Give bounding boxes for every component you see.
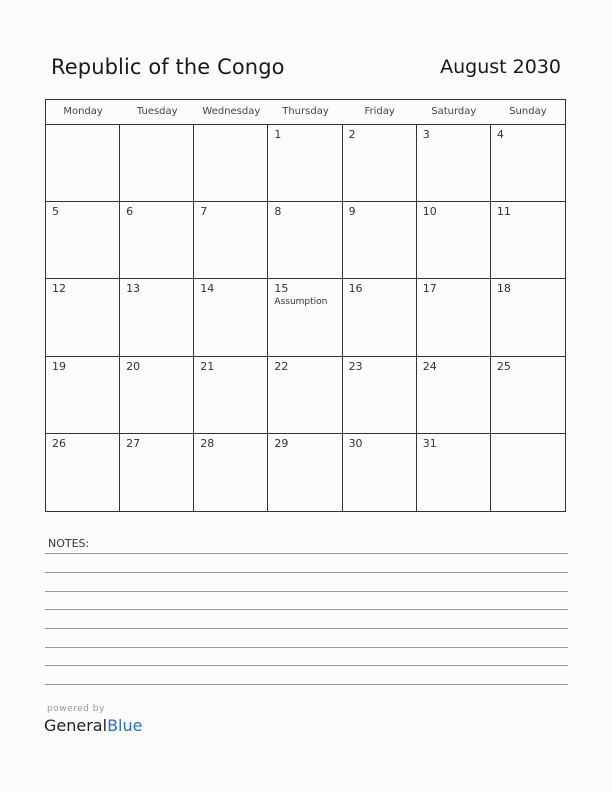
- day-number: 23: [348, 359, 363, 373]
- day-cell: [194, 202, 268, 279]
- day-number: 24: [422, 359, 437, 373]
- calendar-grid: [45, 99, 566, 512]
- day-number: 31: [422, 436, 437, 450]
- day-number: 9: [348, 205, 356, 219]
- day-cell: [343, 202, 417, 279]
- day-cell: [268, 279, 342, 356]
- calendar-days: [46, 125, 565, 511]
- day-cell: [46, 279, 120, 356]
- day-number: 7: [200, 205, 208, 219]
- day-cell: [343, 357, 417, 434]
- day-cell: [194, 279, 268, 356]
- day-number: 19: [52, 359, 66, 373]
- generalblue-logo: [44, 716, 142, 735]
- notes-label: NOTES:: [48, 537, 90, 550]
- day-cell: [417, 434, 491, 511]
- weekday-header: Tuesday: [136, 106, 178, 117]
- empty-day-cell: [491, 434, 565, 511]
- notes-line: [45, 665, 568, 666]
- day-cell: [120, 279, 194, 356]
- calendar-month-title: August 2030: [440, 56, 561, 78]
- powered-by-text: powered by: [47, 704, 105, 714]
- day-number: 12: [52, 282, 66, 296]
- day-number: 5: [52, 205, 59, 219]
- day-cell: [491, 279, 565, 356]
- weekday-header: Sunday: [509, 106, 547, 117]
- day-cell: [46, 202, 120, 279]
- day-number: 16: [348, 282, 363, 296]
- day-number: 10: [422, 205, 437, 219]
- day-number: 18: [496, 282, 511, 296]
- day-number: 6: [126, 205, 134, 219]
- day-cell: [46, 357, 120, 434]
- day-cell: [491, 202, 565, 279]
- day-cell: [268, 434, 342, 511]
- holiday-label: Assumption: [274, 297, 328, 308]
- day-number: 4: [496, 128, 504, 141]
- day-number: 2: [348, 128, 356, 141]
- day-cell: [120, 357, 194, 434]
- day-cell: [491, 125, 565, 202]
- day-cell: [417, 357, 491, 434]
- day-number: 29: [274, 436, 289, 450]
- day-number: 14: [200, 282, 215, 296]
- weekday-header-row: [46, 100, 565, 125]
- weekday-header: Friday: [364, 106, 395, 117]
- day-number: 1: [274, 128, 282, 141]
- day-cell: [343, 279, 417, 356]
- weekday-header: Saturday: [431, 106, 477, 117]
- day-cell: [194, 357, 268, 434]
- day-number: 13: [126, 282, 141, 296]
- day-cell: [417, 279, 491, 356]
- notes-line: [45, 609, 568, 610]
- notes-line: [45, 553, 568, 554]
- day-number: 11: [496, 205, 511, 219]
- notes-line: [45, 591, 568, 592]
- weekday-header: Wednesday: [202, 106, 261, 117]
- day-number: 30: [348, 436, 363, 450]
- day-cell: [343, 125, 417, 202]
- notes-line: [45, 572, 568, 573]
- day-cell: [268, 357, 342, 434]
- day-cell: [343, 434, 417, 511]
- day-cell: [417, 202, 491, 279]
- day-number: 20: [126, 359, 141, 373]
- day-number: 17: [422, 282, 437, 296]
- brand-general-text: General: [44, 716, 108, 735]
- day-number: 28: [200, 436, 215, 450]
- day-cell: [268, 125, 342, 202]
- day-number: 25: [496, 359, 511, 373]
- notes-line: [45, 647, 568, 648]
- day-cell: [46, 434, 120, 511]
- brand-blue-text: Blue: [107, 716, 143, 735]
- day-number: 21: [200, 359, 215, 373]
- day-number: 3: [422, 128, 430, 141]
- day-number: 26: [52, 436, 66, 450]
- empty-day-cell: [120, 125, 194, 202]
- day-cell: [491, 357, 565, 434]
- empty-day-cell: [194, 125, 268, 202]
- empty-day-cell: [46, 125, 120, 202]
- day-cell: [417, 125, 491, 202]
- day-cell: [268, 202, 342, 279]
- day-cell: [194, 434, 268, 511]
- weekday-header: Thursday: [282, 106, 329, 117]
- day-number: 8: [274, 205, 282, 219]
- calendar-country-title: Republic of the Congo: [51, 55, 285, 79]
- weekday-header: Monday: [63, 106, 103, 117]
- day-number: 22: [274, 359, 289, 373]
- day-number: 27: [126, 436, 141, 450]
- day-cell: [120, 434, 194, 511]
- notes-line: [45, 628, 568, 629]
- notes-line: [45, 684, 568, 685]
- day-number: 15: [274, 282, 289, 296]
- day-cell: [120, 202, 194, 279]
